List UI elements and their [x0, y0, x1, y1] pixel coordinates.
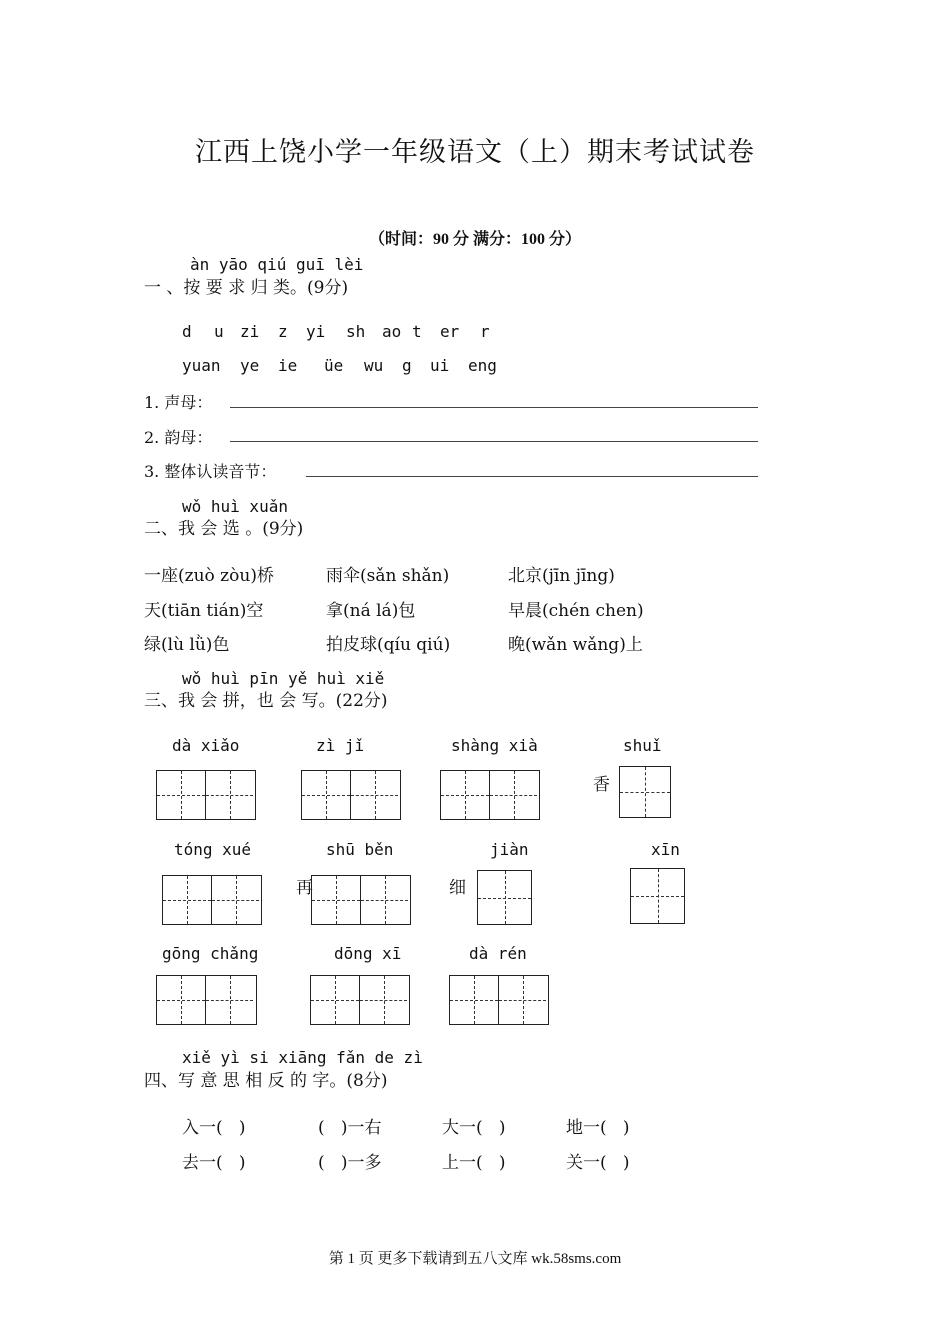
letter: yi — [306, 322, 326, 341]
letter: sh — [346, 322, 366, 341]
letter: z — [278, 322, 288, 341]
antonym-blank[interactable]: 关一( ) — [566, 1153, 630, 1173]
page-footer: 第 1 页 更多下载请到五八文库 wk.58sms.com — [328, 1251, 622, 1267]
letter: g — [402, 356, 412, 375]
letter: zi — [240, 322, 260, 341]
question-whole-syllables-label: 3. 整体认读音节： — [144, 462, 277, 481]
antonym-blank[interactable]: 大一( ) — [442, 1118, 506, 1138]
question-initials-label: 1. 声母： — [144, 393, 213, 412]
choice-item[interactable]: 拿(ná lá)包 — [326, 601, 416, 621]
question-finals-label: 2. 韵母： — [144, 428, 213, 447]
letter: er — [440, 322, 460, 341]
grid-pinyin: dà rén — [469, 944, 527, 963]
section4-pinyin: xiě yì si xiāng fǎn de zì — [182, 1048, 423, 1067]
choice-item[interactable]: 绿(lù lǜ)色 — [144, 635, 230, 655]
grid-prefix-char: 再 — [296, 878, 313, 898]
choice-item[interactable]: 早晨(chén chen) — [508, 601, 644, 621]
letter: ui — [430, 356, 450, 375]
answer-line-finals[interactable] — [230, 441, 758, 442]
grid-pinyin: shuǐ — [623, 736, 662, 755]
page-title: 江西上饶小学一年级语文（上）期末考试试卷 — [195, 137, 755, 168]
writing-grid[interactable] — [630, 868, 685, 924]
letter: eng — [468, 356, 497, 375]
antonym-blank[interactable]: 去一( ) — [182, 1153, 246, 1173]
letter: r — [480, 322, 490, 341]
grid-pinyin: jiàn — [490, 840, 529, 859]
choice-item[interactable]: 天(tiān tián)空 — [144, 601, 264, 621]
section2-pinyin: wǒ huì xuǎn — [182, 497, 288, 516]
answer-line-initials[interactable] — [230, 407, 758, 408]
antonym-blank[interactable]: 上一( ) — [442, 1153, 506, 1173]
writing-grid[interactable] — [477, 870, 532, 925]
answer-line-whole-syllables[interactable] — [306, 476, 758, 477]
writing-grid[interactable] — [156, 770, 256, 820]
writing-grid[interactable] — [449, 975, 549, 1025]
grid-pinyin: xīn — [651, 840, 680, 859]
grid-pinyin: dōng xī — [334, 944, 402, 963]
letter: yuan — [182, 356, 221, 375]
antonym-blank[interactable]: ( )一右 — [318, 1118, 382, 1138]
grid-pinyin: shū běn — [326, 840, 394, 859]
writing-grid[interactable] — [156, 975, 257, 1025]
writing-grid[interactable] — [311, 875, 411, 925]
letter: ye — [240, 356, 260, 375]
writing-grid[interactable] — [301, 770, 401, 820]
choice-item[interactable]: 一座(zuò zòu)桥 — [144, 566, 274, 586]
grid-pinyin: zì jǐ — [316, 736, 365, 755]
section1-pinyin: àn yāo qiú guī lèi — [190, 255, 364, 274]
section3-heading: 三、我 会 拼，也 会 写。(22分) — [144, 691, 388, 711]
writing-grid[interactable] — [162, 875, 262, 925]
choice-item[interactable]: 拍皮球(qíu qiú) — [326, 635, 451, 655]
grid-pinyin: dà xiǎo — [172, 736, 240, 755]
section4-heading: 四、写 意 思 相 反 的 字。(8分) — [144, 1071, 388, 1091]
antonym-blank[interactable]: ( )一多 — [318, 1153, 382, 1173]
antonym-blank[interactable]: 入一( ) — [182, 1118, 246, 1138]
section3-pinyin: wǒ huì pīn yě huì xiě — [182, 669, 385, 688]
choice-item[interactable]: 北京(jīn jīng) — [508, 566, 615, 586]
grid-pinyin: tóng xué — [174, 840, 252, 859]
letter: ie — [278, 356, 298, 375]
letter: ao — [382, 322, 402, 341]
exam-time-score: （时间：90 分 满分：100 分） — [368, 231, 581, 248]
section1-heading: 一 、按 要 求 归 类。(9分) — [144, 278, 349, 298]
antonym-blank[interactable]: 地一( ) — [566, 1118, 630, 1138]
letter: u — [214, 322, 224, 341]
grid-pinyin: shàng xià — [451, 736, 538, 755]
grid-pinyin: gōng chǎng — [162, 944, 259, 963]
writing-grid[interactable] — [440, 770, 540, 820]
grid-prefix-char: 香 — [593, 775, 610, 795]
writing-grid[interactable] — [310, 975, 410, 1025]
section2-heading: 二、我 会 选 。(9分) — [144, 519, 304, 539]
letter: d — [182, 322, 192, 341]
choice-item[interactable]: 晚(wǎn wǎng)上 — [508, 635, 643, 655]
writing-grid[interactable] — [619, 766, 671, 818]
letter: üe — [324, 356, 344, 375]
choice-item[interactable]: 雨伞(sǎn shǎn) — [326, 566, 450, 586]
letter: t — [412, 322, 422, 341]
grid-prefix-char: 细 — [449, 878, 466, 898]
letter: wu — [364, 356, 384, 375]
